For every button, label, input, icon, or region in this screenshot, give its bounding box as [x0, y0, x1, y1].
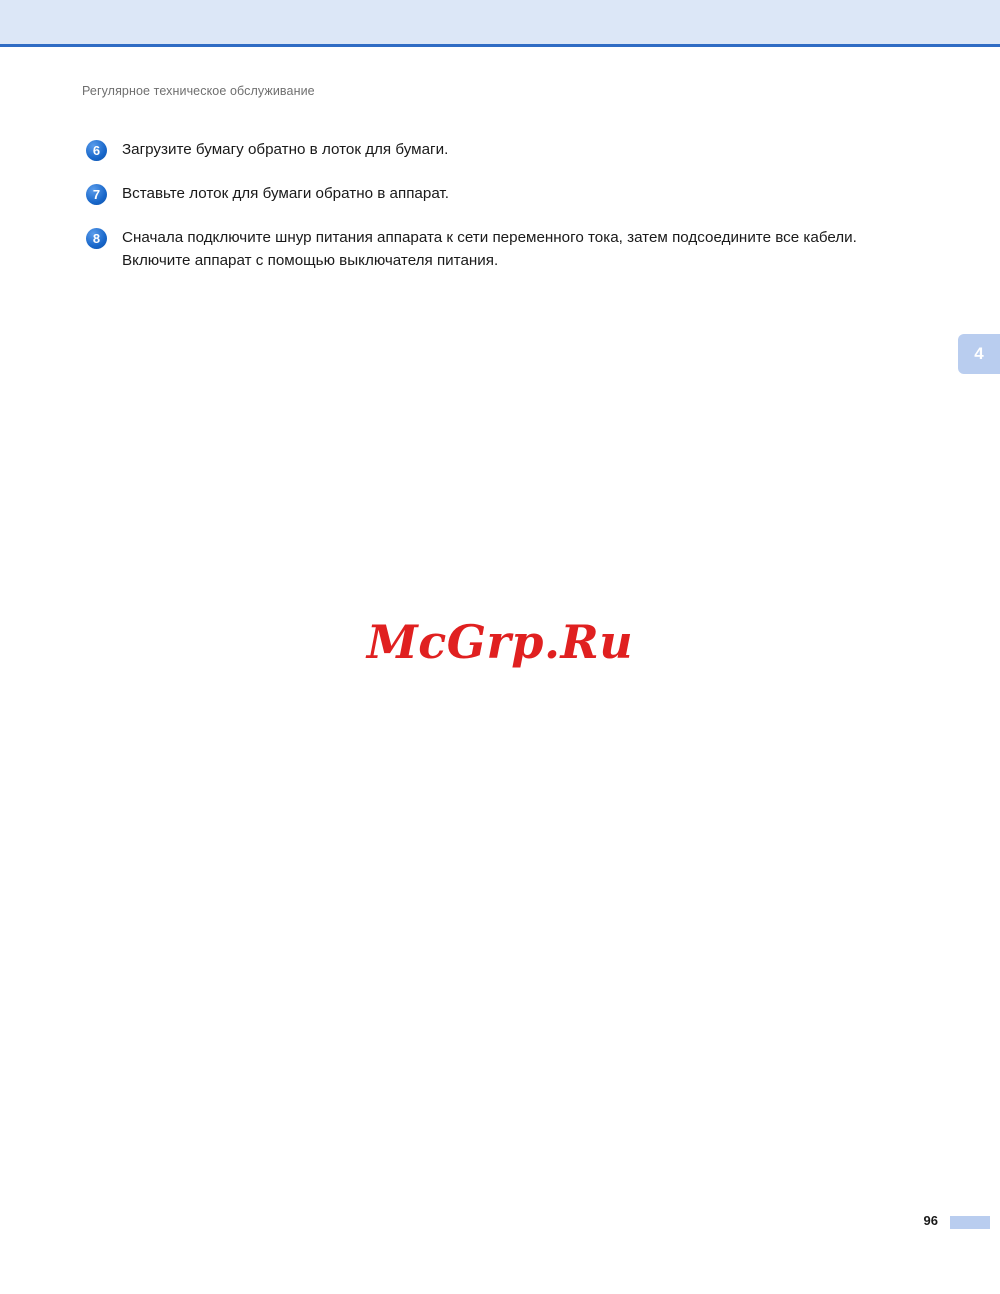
chapter-tab: 4 [958, 334, 1000, 374]
list-item [82, 182, 928, 208]
step-number-badge: 7 [86, 184, 107, 205]
footer-mark [950, 1216, 990, 1229]
step-text: Вставьте лоток для бумаги обратно в аппарат. [122, 185, 449, 202]
step-list [82, 138, 928, 290]
list-item [82, 226, 928, 272]
step-number-badge: 6 [86, 140, 107, 161]
watermark: McGrp.Ru [366, 615, 634, 669]
step-text: Сначала подключите шнур питания аппарата к сети переменного тока, затем подсоедините все кабели. Включите аппарат с помощью выключателя питания. [122, 229, 857, 269]
list-item [82, 138, 928, 164]
page-number: 96 [923, 1213, 938, 1228]
step-number-badge: 8 [86, 228, 107, 249]
step-text: Загрузите бумагу обратно в лоток для бумаги. [122, 141, 449, 158]
header-band [0, 0, 1000, 44]
header-rule [0, 44, 1000, 47]
running-header: Регулярное техническое обслуживание [82, 84, 315, 98]
